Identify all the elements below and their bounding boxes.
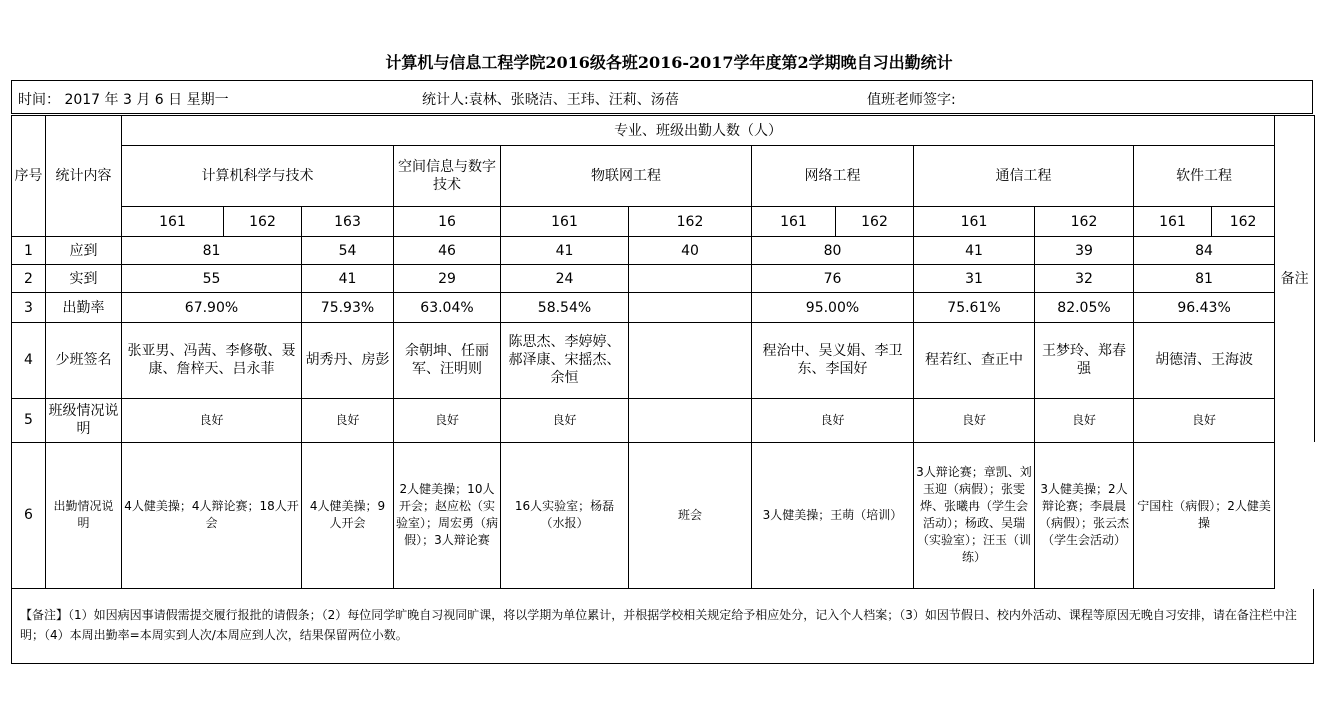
info-row [11, 80, 1313, 114]
header-remark: 备注 [1275, 116, 1315, 443]
cell: 41 [501, 237, 629, 265]
row-label: 出勤情况说明 [46, 442, 122, 588]
cell: 95.00% [752, 293, 914, 323]
class-cell: 161 [752, 207, 836, 237]
cell: 63.04% [394, 293, 501, 323]
cell: 96.43% [1134, 293, 1275, 323]
major-comm: 通信工程 [914, 146, 1134, 207]
cell: 39 [1035, 237, 1134, 265]
page-title: 计算机与信息工程学院2016级各班2016-2017学年度第2学期晚自习出勤统计 [385, 53, 953, 72]
cell: 程若红、查正中 [914, 323, 1035, 398]
row-number: 3 [12, 293, 46, 323]
cell: 75.93% [302, 293, 394, 323]
cell: 41 [914, 237, 1035, 265]
cell: 良好 [1035, 398, 1134, 442]
class-cell: 163 [302, 207, 394, 237]
cell: 良好 [914, 398, 1035, 442]
row-number: 5 [12, 398, 46, 442]
attendance-table [11, 115, 1315, 589]
cell: 41 [302, 265, 394, 293]
cell: 46 [394, 237, 501, 265]
cell: 81 [1134, 265, 1275, 293]
cell: 40 [629, 237, 752, 265]
class-cell: 16 [394, 207, 501, 237]
row-label: 应到 [46, 237, 122, 265]
major-iot: 物联网工程 [501, 146, 752, 207]
class-cell: 161 [914, 207, 1035, 237]
class-cell: 162 [836, 207, 914, 237]
cell: 胡德清、王海波 [1134, 323, 1275, 398]
cell: 3人健美操；王萌（培训） [752, 442, 914, 588]
class-cell: 161 [122, 207, 224, 237]
date-text: 时间： 2017 年 3 月 6 日 星期一 [18, 92, 229, 108]
table-row [12, 442, 1315, 588]
major-cs: 计算机科学与技术 [122, 146, 394, 207]
table-row [12, 323, 1315, 398]
notes-text: 【备注】（1）如因病因事请假需提交履行报批的请假条；（2）每位同学旷晚自习视同旷课，将以学期为单位累计，并根据学校相关规定给予相应处分，记入个人档案；（3）如因节假日、校内外活动、课程等原因无晚自习安排，请在备注栏中注明；（4）本周出勤率=本周实到人次/本周应到人次，结果保留两位小数。 [11, 589, 1314, 664]
class-cell: 162 [1035, 207, 1134, 237]
table-row [12, 265, 1315, 293]
cell: 良好 [394, 398, 501, 442]
cell: 24 [501, 265, 629, 293]
cell: 4人健美操；9人开会 [302, 442, 394, 588]
cell: 良好 [1134, 398, 1275, 442]
cell: 陈思杰、李婷婷、郝泽康、宋摇杰、余恒 [501, 323, 629, 398]
cell: 程治中、吴义娟、李卫东、李国好 [752, 323, 914, 398]
cell: 32 [1035, 265, 1134, 293]
class-cell: 162 [1212, 207, 1275, 237]
cell: 王梦玲、郑春强 [1035, 323, 1134, 398]
cell: 良好 [302, 398, 394, 442]
class-cell: 161 [1134, 207, 1212, 237]
cell: 2人健美操；10人开会；赵应松（实验室）；周宏勇（病假）；3人辩论赛 [394, 442, 501, 588]
cell [629, 293, 752, 323]
cell: 84 [1134, 237, 1275, 265]
cell: 班会 [629, 442, 752, 588]
counter-text: 统计人:袁林、张晓洁、王玮、汪莉、汤蓓 [422, 92, 679, 108]
table-row [12, 293, 1315, 323]
cell: 31 [914, 265, 1035, 293]
cell: 29 [394, 265, 501, 293]
cell: 75.61% [914, 293, 1035, 323]
major-network: 网络工程 [752, 146, 914, 207]
cell: 67.90% [122, 293, 302, 323]
row-number: 2 [12, 265, 46, 293]
header-content: 统计内容 [46, 116, 122, 237]
cell: 54 [302, 237, 394, 265]
table-row [12, 237, 1315, 265]
teacher-sign-label: 值班老师签字: [867, 92, 956, 108]
cell: 4人健美操；4人辩论赛；18人开会 [122, 442, 302, 588]
header-seq: 序号 [12, 116, 46, 237]
cell: 80 [752, 237, 914, 265]
header-group-title: 专业、班级出勤人数（人） [122, 116, 1275, 146]
row-label: 出勤率 [46, 293, 122, 323]
cell: 16人实验室；杨磊（水报） [501, 442, 629, 588]
row-number: 1 [12, 237, 46, 265]
row-number: 4 [12, 323, 46, 398]
cell: 余朝坤、任丽军、汪明则 [394, 323, 501, 398]
cell: 良好 [501, 398, 629, 442]
cell: 76 [752, 265, 914, 293]
row-label: 班级情况说明 [46, 398, 122, 442]
cell: 宁国柱（病假）；2人健美操 [1134, 442, 1275, 588]
cell: 良好 [122, 398, 302, 442]
cell: 良好 [752, 398, 914, 442]
cell: 3人健美操；2人辩论赛；李晨晨（病假）；张云杰（学生会活动） [1035, 442, 1134, 588]
cell [629, 265, 752, 293]
major-spatial: 空间信息与数字技术 [394, 146, 501, 207]
cell: 胡秀丹、房彭 [302, 323, 394, 398]
row-label: 少班签名 [46, 323, 122, 398]
table-row [12, 398, 1315, 442]
major-software: 软件工程 [1134, 146, 1275, 207]
cell [629, 398, 752, 442]
class-cell: 161 [501, 207, 629, 237]
cell: 张亚男、冯茜、李修敬、聂康、詹梓天、吕永菲 [122, 323, 302, 398]
cell [629, 323, 752, 398]
class-cell: 162 [629, 207, 752, 237]
cell: 3人辩论赛；章凯、刘玉迎（病假）；张雯烨、张曦冉（学生会活动）；杨政、吴瑞（实验室）；汪玉（训练） [914, 442, 1035, 588]
cell: 58.54% [501, 293, 629, 323]
class-cell: 162 [224, 207, 302, 237]
row-number: 6 [12, 442, 46, 588]
cell: 81 [122, 237, 302, 265]
row-label: 实到 [46, 265, 122, 293]
cell: 55 [122, 265, 302, 293]
cell: 82.05% [1035, 293, 1134, 323]
